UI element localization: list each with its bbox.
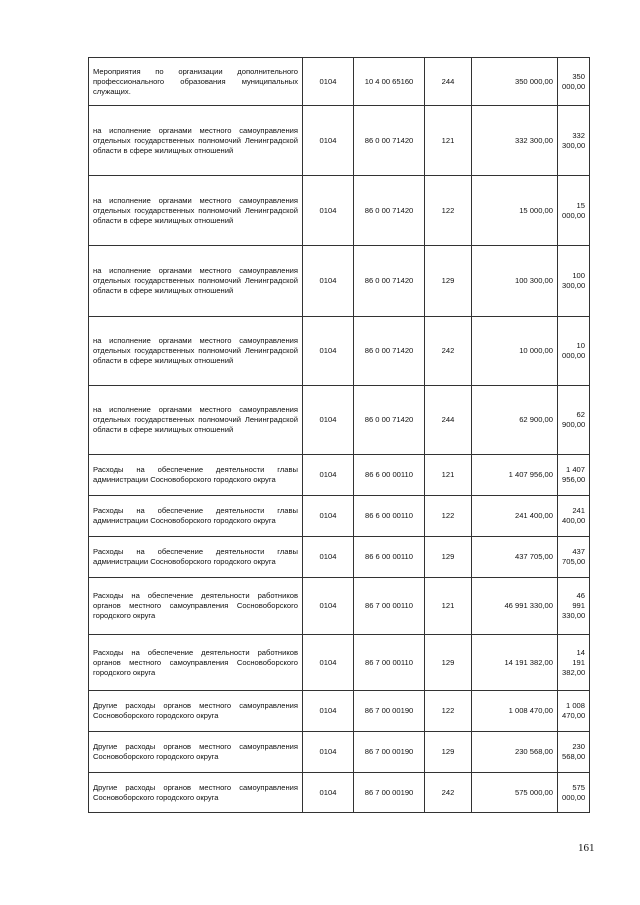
amount-2-cell: 241 400,00 bbox=[558, 496, 590, 537]
amount-1-cell: 10 000,00 bbox=[472, 317, 558, 386]
page-number: 161 bbox=[578, 842, 595, 854]
expense-type-cell: 244 bbox=[425, 58, 472, 106]
target-code-cell: 86 6 00 00110 bbox=[354, 496, 425, 537]
description-cell: Расходы на обеспечение деятельности работников органов местного самоуправления Сосновоборского городского округа bbox=[89, 578, 303, 635]
amount-1-cell: 241 400,00 bbox=[472, 496, 558, 537]
section-code-cell: 0104 bbox=[303, 635, 354, 691]
section-code-cell: 0104 bbox=[303, 317, 354, 386]
section-code-cell: 0104 bbox=[303, 537, 354, 578]
amount-2-cell: 1 407 956,00 bbox=[558, 455, 590, 496]
section-code-cell: 0104 bbox=[303, 176, 354, 246]
expense-type-cell: 242 bbox=[425, 317, 472, 386]
table-row bbox=[89, 496, 590, 537]
amount-2-cell: 10 000,00 bbox=[558, 317, 590, 386]
amount-1-cell: 230 568,00 bbox=[472, 732, 558, 773]
amount-2-cell: 1 008 470,00 bbox=[558, 691, 590, 732]
table-row bbox=[89, 773, 590, 813]
table-row bbox=[89, 635, 590, 691]
target-code-cell: 86 7 00 00110 bbox=[354, 578, 425, 635]
section-code-cell: 0104 bbox=[303, 246, 354, 317]
budget-table-body bbox=[89, 58, 590, 813]
description-cell: Другие расходы органов местного самоуправления Сосновоборского городского округа bbox=[89, 773, 303, 813]
expense-type-cell: 129 bbox=[425, 635, 472, 691]
amount-2-cell: 332 300,00 bbox=[558, 106, 590, 176]
amount-1-cell: 332 300,00 bbox=[472, 106, 558, 176]
table-row bbox=[89, 732, 590, 773]
amount-2-cell: 437 705,00 bbox=[558, 537, 590, 578]
target-code-cell: 86 0 00 71420 bbox=[354, 317, 425, 386]
target-code-cell: 86 6 00 00110 bbox=[354, 455, 425, 496]
amount-1-cell: 14 191 382,00 bbox=[472, 635, 558, 691]
section-code-cell: 0104 bbox=[303, 773, 354, 813]
table-row bbox=[89, 578, 590, 635]
table-row bbox=[89, 58, 590, 106]
section-code-cell: 0104 bbox=[303, 496, 354, 537]
amount-1-cell: 1 008 470,00 bbox=[472, 691, 558, 732]
expense-type-cell: 122 bbox=[425, 496, 472, 537]
amount-2-cell: 46 991 330,00 bbox=[558, 578, 590, 635]
amount-1-cell: 1 407 956,00 bbox=[472, 455, 558, 496]
target-code-cell: 86 0 00 71420 bbox=[354, 246, 425, 317]
amount-1-cell: 350 000,00 bbox=[472, 58, 558, 106]
expense-type-cell: 129 bbox=[425, 537, 472, 578]
section-code-cell: 0104 bbox=[303, 58, 354, 106]
expense-type-cell: 122 bbox=[425, 176, 472, 246]
description-cell: Расходы на обеспечение деятельности работников органов местного самоуправления Сосновоборского городского округа bbox=[89, 635, 303, 691]
target-code-cell: 86 0 00 71420 bbox=[354, 176, 425, 246]
target-code-cell: 86 0 00 71420 bbox=[354, 386, 425, 455]
table-row bbox=[89, 455, 590, 496]
target-code-cell: 86 7 00 00110 bbox=[354, 635, 425, 691]
expense-type-cell: 129 bbox=[425, 732, 472, 773]
expense-type-cell: 121 bbox=[425, 578, 472, 635]
expense-type-cell: 242 bbox=[425, 773, 472, 813]
description-cell: на исполнение органами местного самоуправления отдельных государственных полномочий Ленинградской области в сфере жилищных отношений bbox=[89, 176, 303, 246]
description-cell: Расходы на обеспечение деятельности главы администрации Сосновоборского городского округа bbox=[89, 455, 303, 496]
amount-2-cell: 62 900,00 bbox=[558, 386, 590, 455]
description-cell: Другие расходы органов местного самоуправления Сосновоборского городского округа bbox=[89, 691, 303, 732]
amount-1-cell: 437 705,00 bbox=[472, 537, 558, 578]
target-code-cell: 86 7 00 00190 bbox=[354, 732, 425, 773]
section-code-cell: 0104 bbox=[303, 691, 354, 732]
table-row bbox=[89, 106, 590, 176]
expense-type-cell: 122 bbox=[425, 691, 472, 732]
amount-1-cell: 62 900,00 bbox=[472, 386, 558, 455]
table-row bbox=[89, 537, 590, 578]
expense-type-cell: 121 bbox=[425, 106, 472, 176]
amount-2-cell: 100 300,00 bbox=[558, 246, 590, 317]
target-code-cell: 86 0 00 71420 bbox=[354, 106, 425, 176]
description-cell: Другие расходы органов местного самоуправления Сосновоборского городского округа bbox=[89, 732, 303, 773]
section-code-cell: 0104 bbox=[303, 455, 354, 496]
description-cell: на исполнение органами местного самоуправления отдельных государственных полномочий Ленинградской области в сфере жилищных отношений bbox=[89, 317, 303, 386]
table-row bbox=[89, 386, 590, 455]
amount-1-cell: 46 991 330,00 bbox=[472, 578, 558, 635]
expense-type-cell: 244 bbox=[425, 386, 472, 455]
expense-type-cell: 129 bbox=[425, 246, 472, 317]
table-row bbox=[89, 691, 590, 732]
amount-2-cell: 350 000,00 bbox=[558, 58, 590, 106]
expense-type-cell: 121 bbox=[425, 455, 472, 496]
description-cell: на исполнение органами местного самоуправления отдельных государственных полномочий Ленинградской области в сфере жилищных отношений bbox=[89, 106, 303, 176]
description-cell: на исполнение органами местного самоуправления отдельных государственных полномочий Ленинградской области в сфере жилищных отношений bbox=[89, 386, 303, 455]
amount-2-cell: 14 191 382,00 bbox=[558, 635, 590, 691]
description-cell: Мероприятия по организации дополнительного профессионального образования муниципальных служащих. bbox=[89, 58, 303, 106]
section-code-cell: 0104 bbox=[303, 578, 354, 635]
amount-1-cell: 575 000,00 bbox=[472, 773, 558, 813]
amount-2-cell: 15 000,00 bbox=[558, 176, 590, 246]
amount-2-cell: 575 000,00 bbox=[558, 773, 590, 813]
table-row bbox=[89, 176, 590, 246]
description-cell: Расходы на обеспечение деятельности главы администрации Сосновоборского городского округа bbox=[89, 537, 303, 578]
table-row bbox=[89, 317, 590, 386]
section-code-cell: 0104 bbox=[303, 732, 354, 773]
amount-1-cell: 100 300,00 bbox=[472, 246, 558, 317]
target-code-cell: 10 4 00 65160 bbox=[354, 58, 425, 106]
description-cell: Расходы на обеспечение деятельности главы администрации Сосновоборского городского округа bbox=[89, 496, 303, 537]
amount-2-cell: 230 568,00 bbox=[558, 732, 590, 773]
budget-table bbox=[88, 57, 590, 813]
target-code-cell: 86 7 00 00190 bbox=[354, 773, 425, 813]
target-code-cell: 86 7 00 00190 bbox=[354, 691, 425, 732]
section-code-cell: 0104 bbox=[303, 386, 354, 455]
description-cell: на исполнение органами местного самоуправления отдельных государственных полномочий Ленинградской области в сфере жилищных отношений bbox=[89, 246, 303, 317]
amount-1-cell: 15 000,00 bbox=[472, 176, 558, 246]
target-code-cell: 86 6 00 00110 bbox=[354, 537, 425, 578]
table-row bbox=[89, 246, 590, 317]
section-code-cell: 0104 bbox=[303, 106, 354, 176]
